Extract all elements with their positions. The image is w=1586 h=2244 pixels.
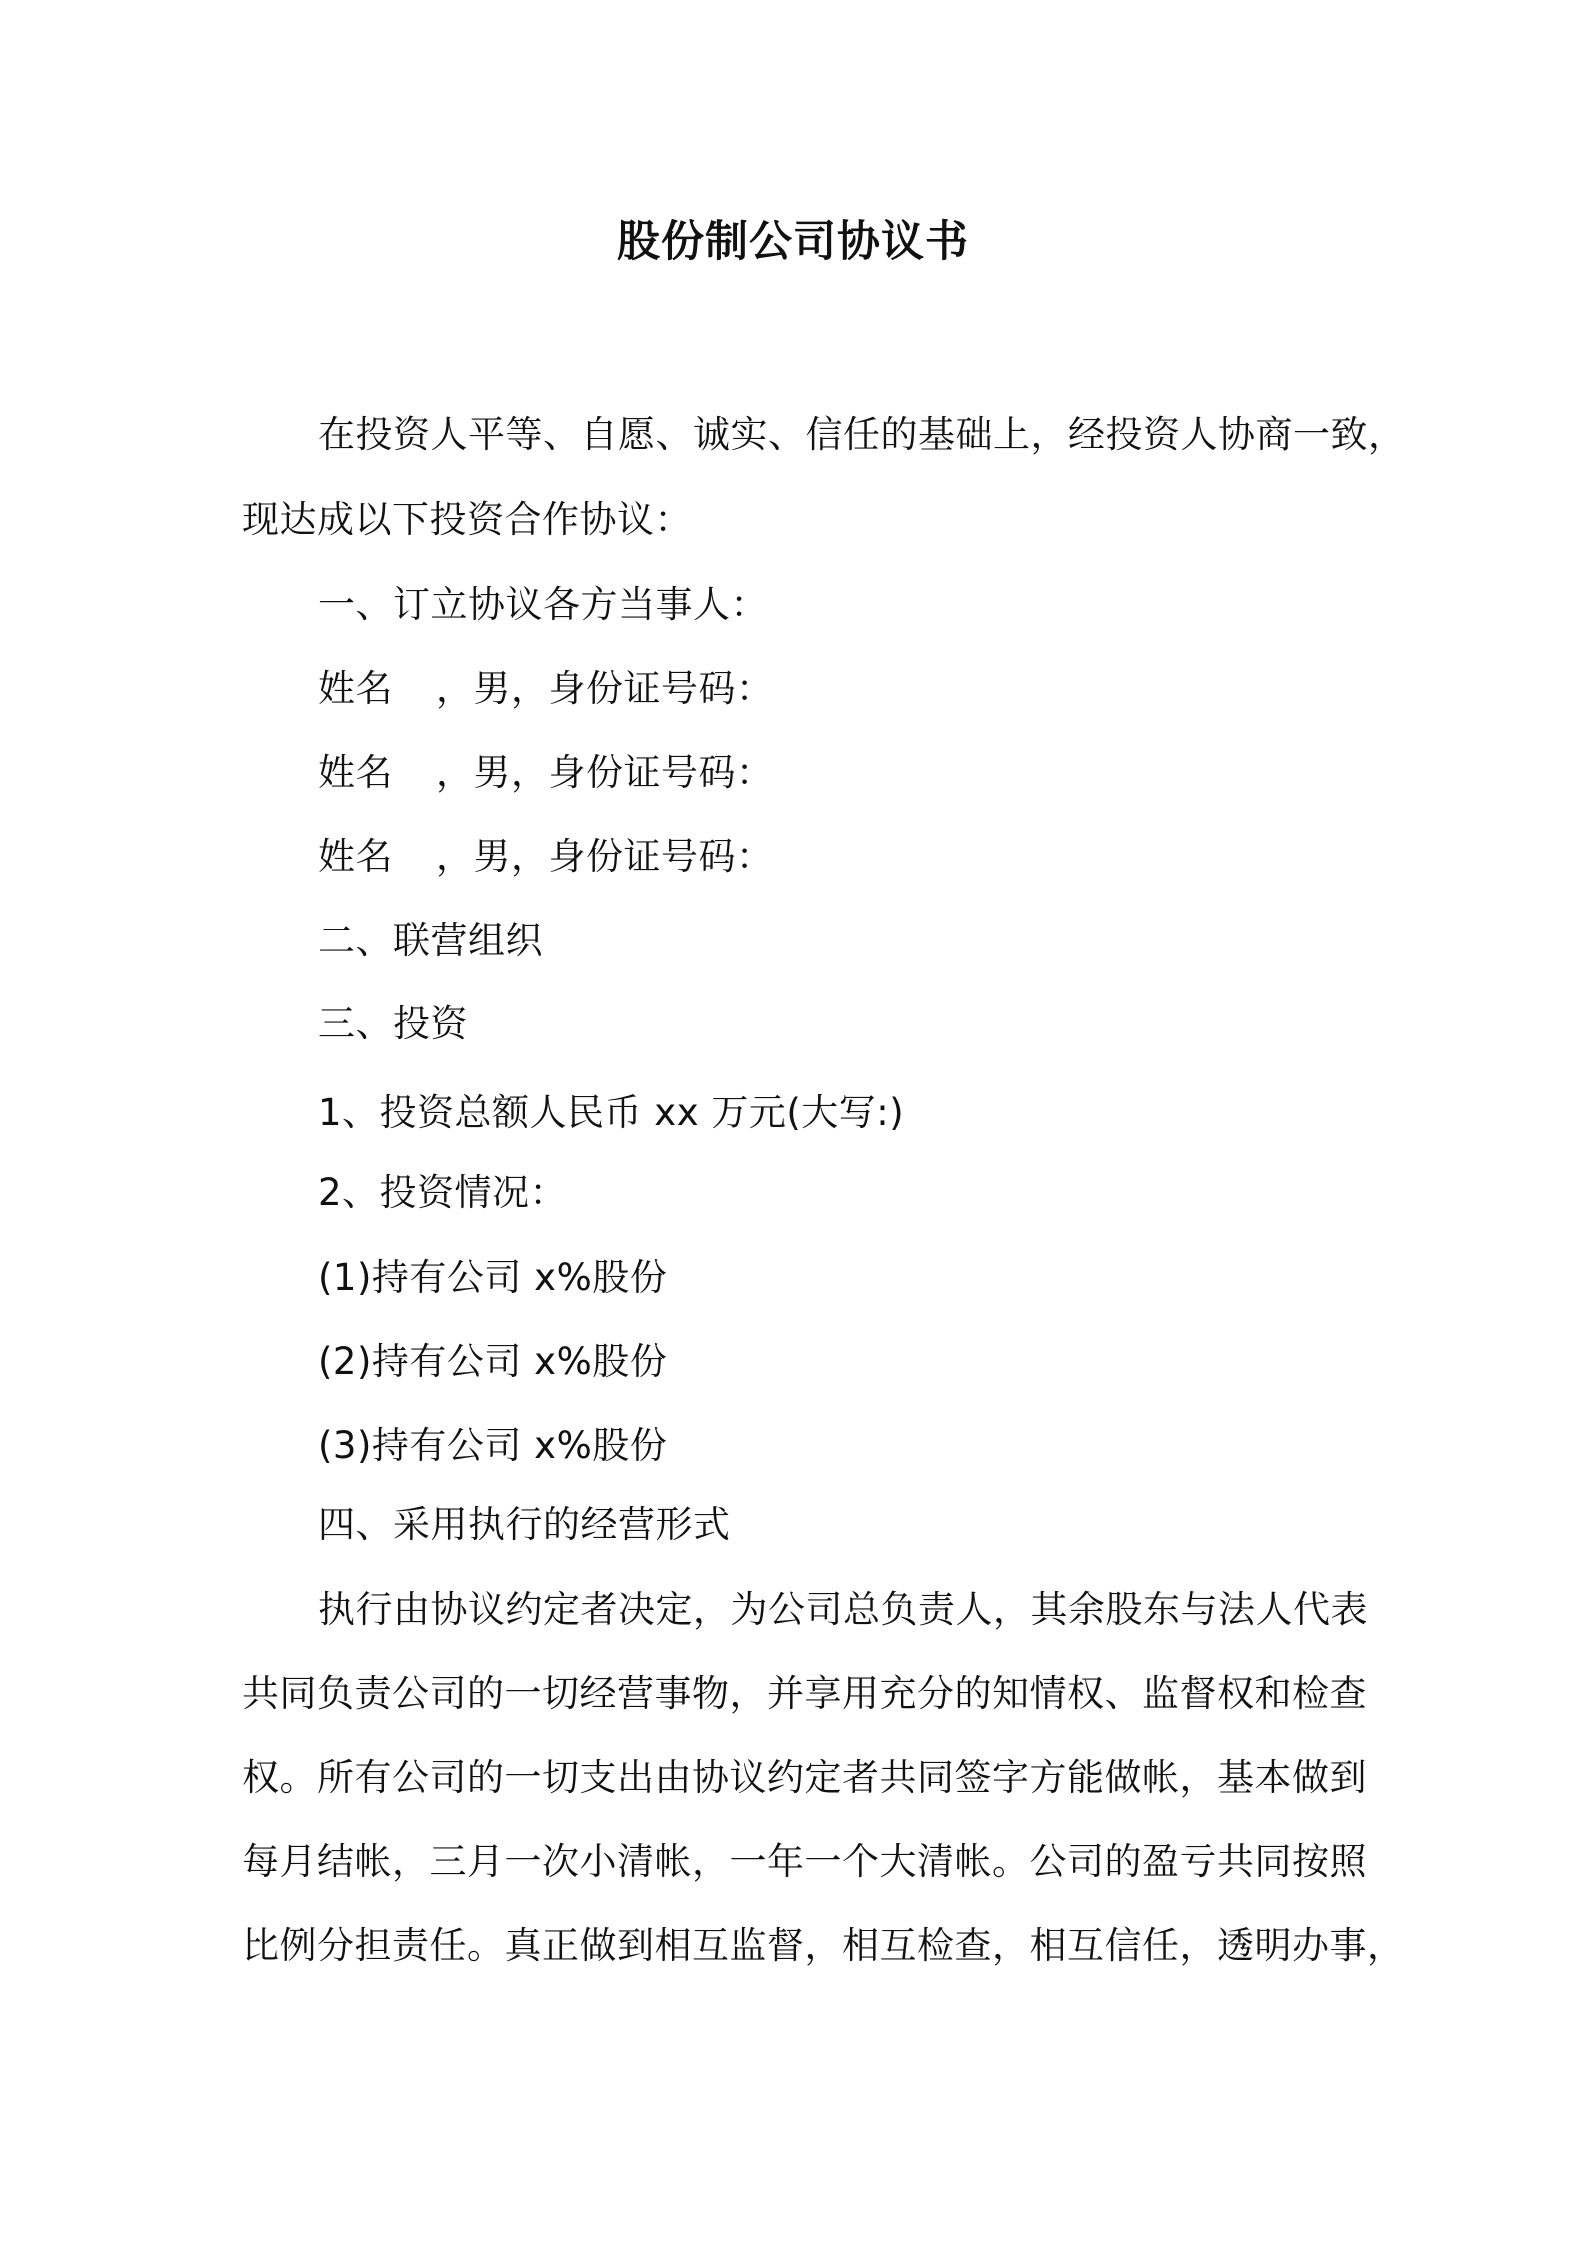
party-name-label: 姓名: [318, 835, 393, 878]
holding-2: (2)持有公司 x%股份: [318, 1340, 668, 1383]
intro-line-1: 在投资人平等、自愿、诚实、信任的基础上，经投资人协商一致，: [318, 413, 1406, 456]
party-name-label: 姓名: [318, 667, 393, 710]
party-details: ，男，身份证号码：: [436, 835, 774, 878]
section-4-heading: 四、采用执行的经营形式: [318, 1503, 731, 1546]
holding-1: (1)持有公司 x%股份: [318, 1256, 668, 1299]
section-1-heading: 一、订立协议各方当事人：: [318, 583, 768, 626]
section-4-line-1: 执行由协议约定者决定，为公司总负责人，其余股东与法人代表: [318, 1588, 1368, 1631]
party-details: ，男，身份证号码：: [436, 667, 774, 710]
investment-situation: 2、投资情况：: [318, 1171, 568, 1214]
section-4-line-2: 共同负责公司的一切经营事物，并享用充分的知情权、监督权和检查: [242, 1672, 1367, 1715]
intro-line-2: 现达成以下投资合作协议：: [242, 498, 692, 541]
section-3-heading: 三、投资: [318, 1002, 468, 1045]
party-line-2: [318, 748, 774, 798]
section-4-line-5: 比例分担责任。真正做到相互监督，相互检查，相互信任，透明办事，: [242, 1924, 1405, 1967]
section-2-heading: 二、联营组织: [318, 919, 543, 962]
investment-total: 1、投资总额人民币 xx 万元(大写:): [318, 1091, 905, 1134]
section-4-line-4: 每月结帐，三月一次小清帐，一年一个大清帐。公司的盈亏共同按照: [242, 1840, 1367, 1883]
section-4-line-3: 权。所有公司的一切支出由协议约定者共同签字方能做帐，基本做到: [242, 1756, 1367, 1799]
document-title: 股份制公司协议书: [617, 217, 969, 267]
party-details: ，男，身份证号码：: [436, 751, 774, 794]
party-line-3: [318, 832, 774, 882]
party-line-1: [318, 664, 774, 714]
party-name-label: 姓名: [318, 751, 393, 794]
holding-3: (3)持有公司 x%股份: [318, 1424, 668, 1467]
